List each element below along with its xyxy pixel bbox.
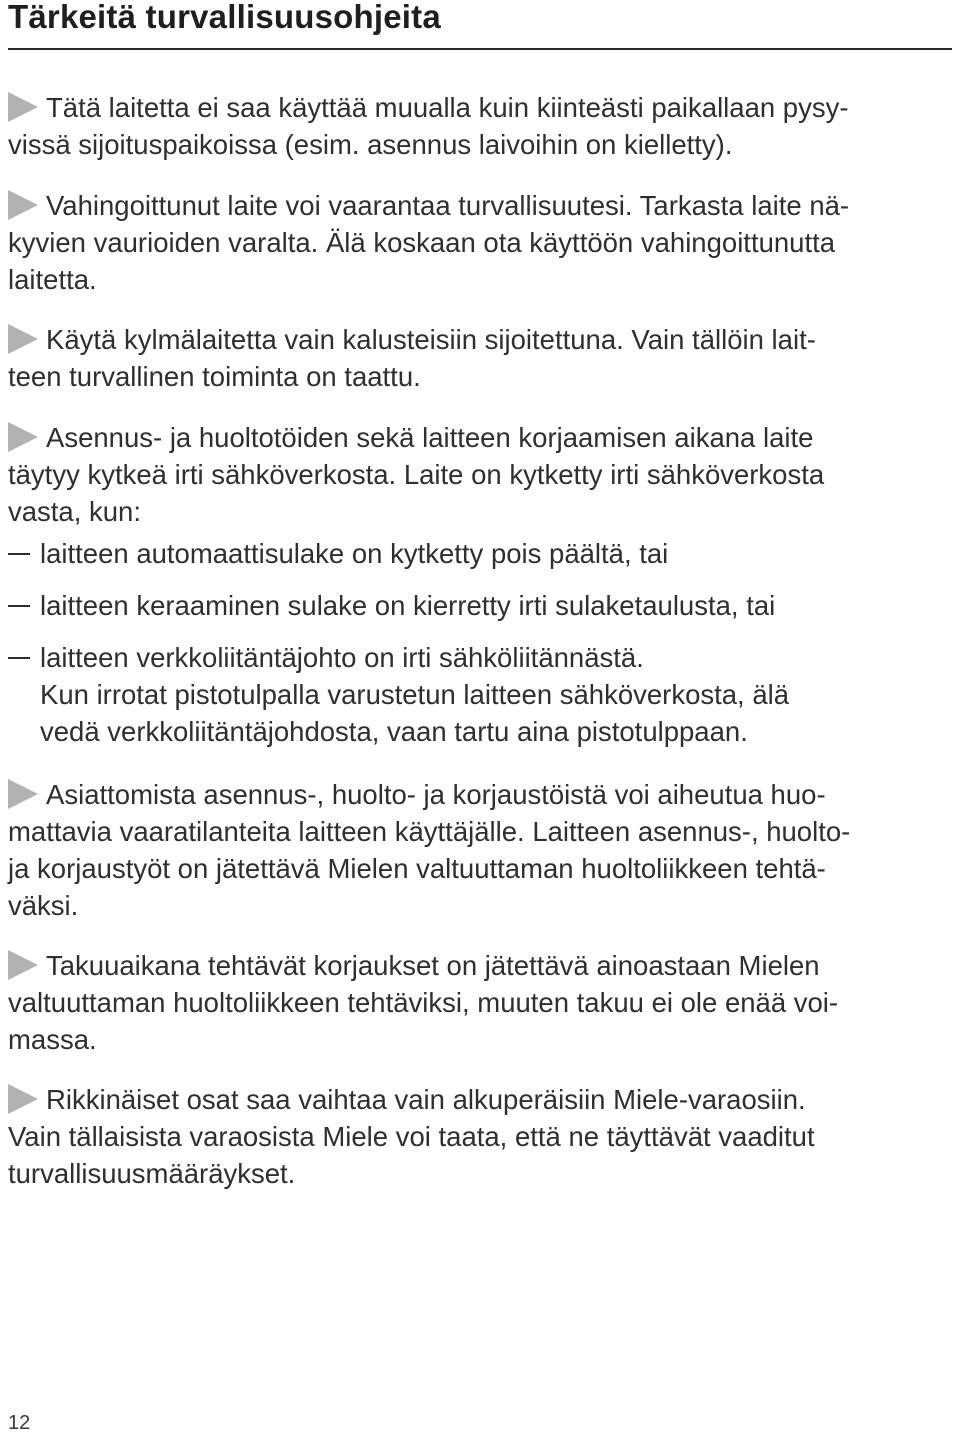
- instruction-line: vissä sijoituspaikoissa (esim. asennus laivoihin on kielletty).: [8, 129, 733, 160]
- instruction-line: teen turvallinen toiminta on taattu.: [8, 361, 421, 392]
- instruction-line: Asiattomista asennus-, huolto- ja korjaustöistä voi aiheutua huo-: [8, 776, 952, 813]
- safety-instruction-2: [8, 187, 952, 298]
- instruction-line: täytyy kytkeä irti sähköverkosta. Laite on kytketty irti sähköverkosta: [8, 459, 825, 490]
- safety-instruction-1: [8, 89, 952, 163]
- page-title: Tärkeitä turvallisuusohjeita: [8, 0, 441, 35]
- safety-instruction-7: [8, 1081, 952, 1192]
- triangle-arrow-icon: [8, 190, 38, 220]
- list-item: laitteen keraaminen sulake on kierretty irti sulaketaulusta, tai: [8, 587, 952, 624]
- disconnect-condition-list: [8, 587, 952, 624]
- disconnect-condition-list: [8, 639, 952, 750]
- instruction-line: mattavia vaaratilanteita laitteen käyttäjälle. Laitteen asennus-, huolto-: [8, 816, 851, 847]
- triangle-arrow-icon: [8, 779, 38, 809]
- list-item: laitteen verkkoliitäntäjohto on irti sähköliitännästä.: [8, 639, 952, 676]
- disconnect-condition-list: [8, 535, 952, 572]
- list-note-line: Kun irrotat pistotulpalla varustetun laitteen sähköverkosta, älä: [40, 679, 790, 710]
- instruction-line: väksi.: [8, 890, 79, 921]
- instruction-line: vasta, kun:: [8, 496, 141, 527]
- instruction-line: Tätä laitetta ei saa käyttää muualla kuin kiinteästi paikallaan pysy-: [8, 89, 952, 126]
- instruction-line: ja korjaustyöt on jätettävä Mielen valtuuttaman huoltoliikkeen tehtä-: [8, 853, 826, 884]
- title-divider: [8, 48, 952, 50]
- triangle-arrow-icon: [8, 92, 38, 122]
- instruction-line: massa.: [8, 1024, 97, 1055]
- instruction-line: Asennus- ja huoltotöiden sekä laitteen korjaamisen aikana laite: [8, 419, 952, 456]
- dash-icon: [8, 553, 30, 555]
- dash-icon: [8, 605, 30, 607]
- page-number: 12: [8, 1412, 31, 1434]
- dash-icon: [8, 657, 30, 659]
- instruction-line: Vain tällaisista varaosista Miele voi taata, että ne täyttävät vaaditut: [8, 1121, 815, 1152]
- safety-instruction-3: [8, 321, 952, 395]
- instruction-line: kyvien vaurioiden varalta. Älä koskaan ota käyttöön vahingoittunutta: [8, 227, 836, 258]
- triangle-arrow-icon: [8, 324, 38, 354]
- instruction-line: Rikkinäiset osat saa vaihtaa vain alkuperäisiin Miele-varaosiin.: [8, 1081, 952, 1118]
- safety-instruction-6: [8, 947, 952, 1058]
- list-note-line: vedä verkkoliitäntäjohdosta, vaan tartu aina pistotulppaan.: [40, 716, 748, 747]
- instruction-line: valtuuttaman huoltoliikkeen tehtäviksi, muuten takuu ei ole enää voi-: [8, 987, 839, 1018]
- instruction-line: Takuuaikana tehtävät korjaukset on jätettävä ainoastaan Mielen: [8, 947, 952, 984]
- safety-instruction-4: [8, 419, 952, 530]
- instruction-line: Käytä kylmälaitetta vain kalusteisiin sijoitettuna. Vain tällöin lait-: [8, 321, 952, 358]
- instruction-line: turvallisuusmääräykset.: [8, 1158, 296, 1189]
- triangle-arrow-icon: [8, 1084, 38, 1114]
- safety-instruction-5: [8, 776, 952, 924]
- triangle-arrow-icon: [8, 950, 38, 980]
- instruction-line: laitetta.: [8, 264, 97, 295]
- list-item: laitteen automaattisulake on kytketty pois päältä, tai: [8, 535, 952, 572]
- triangle-arrow-icon: [8, 422, 38, 452]
- instruction-line: Vahingoittunut laite voi vaarantaa turvallisuutesi. Tarkasta laite nä-: [8, 187, 952, 224]
